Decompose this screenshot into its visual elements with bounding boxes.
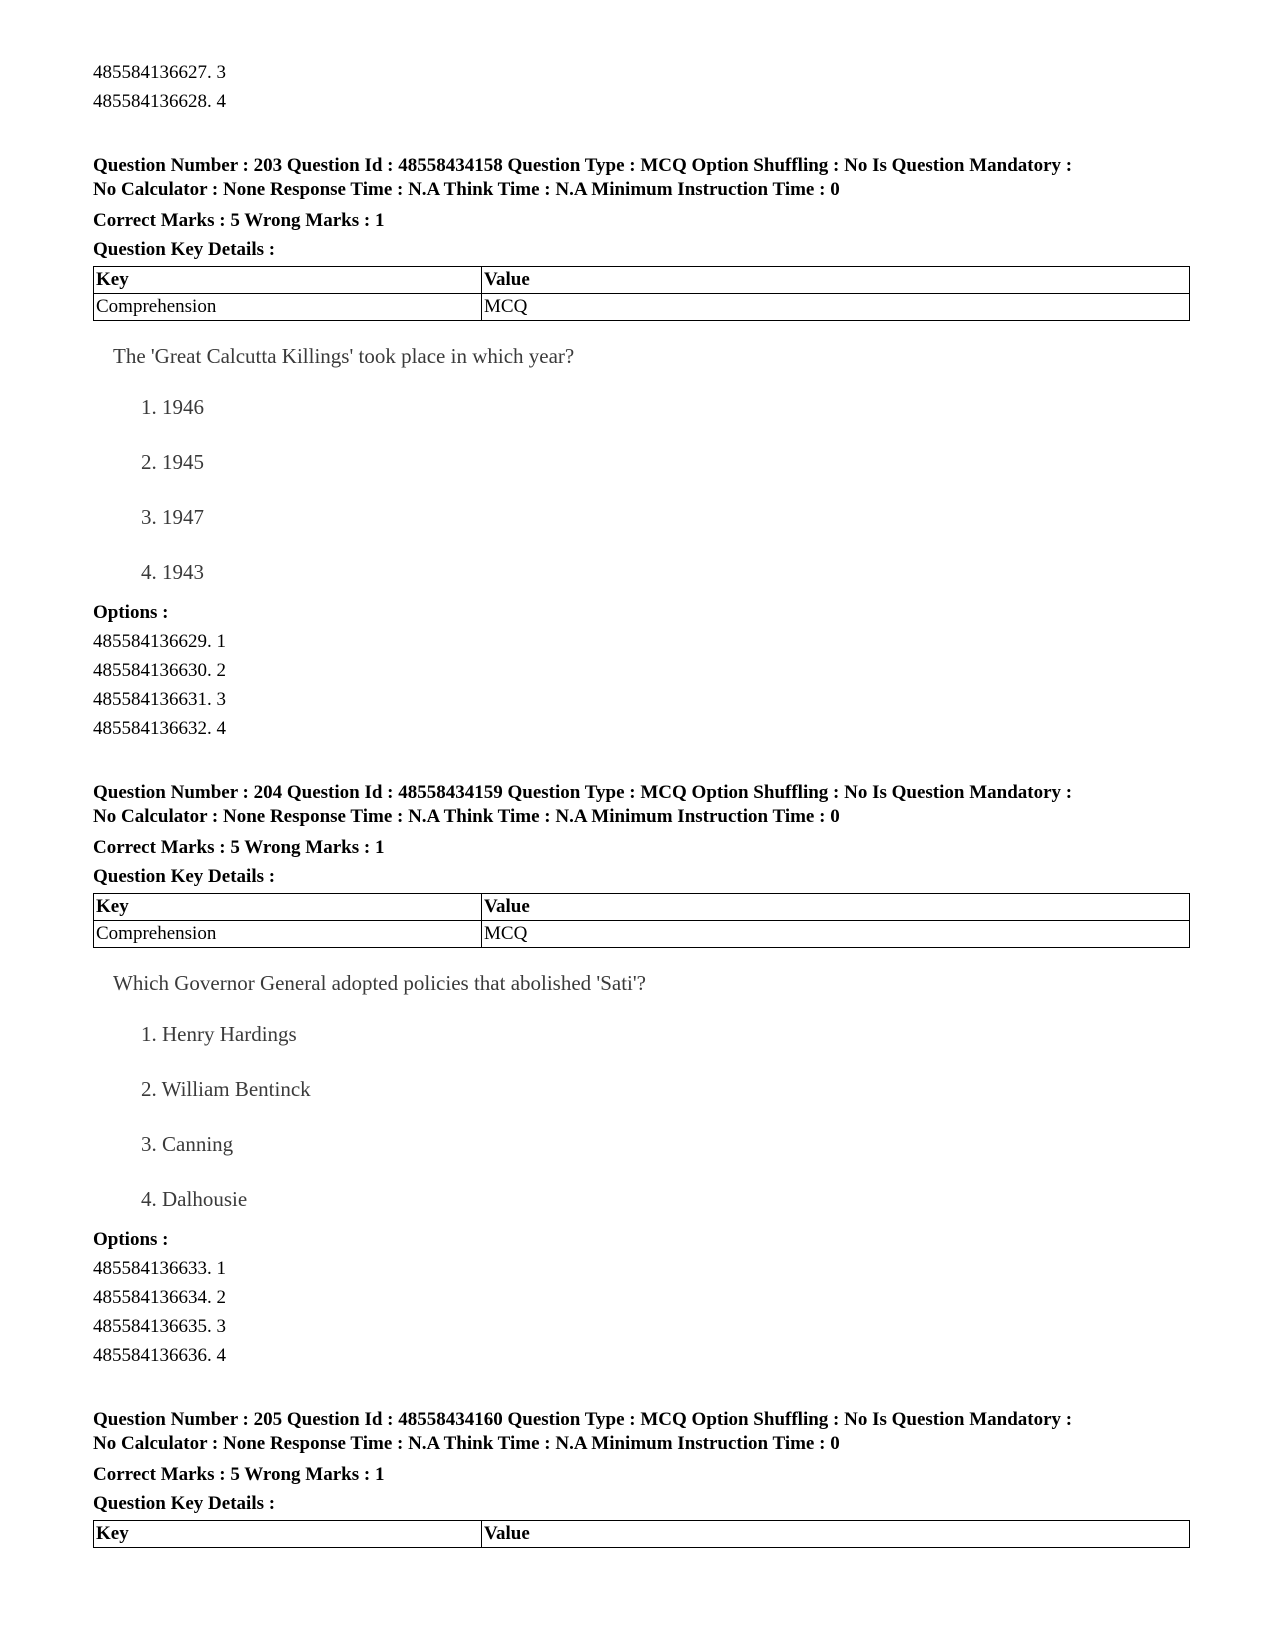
- question-header-line2: No Calculator : None Response Time : N.A Think Time : N.A Minimum Instruction Time : 0: [93, 179, 840, 200]
- option-line: 485584136636. 4: [93, 1345, 226, 1366]
- answer-choice: 3. 1947: [141, 505, 204, 529]
- question-block-203: [93, 154, 1190, 743]
- answer-choice: 1. Henry Hardings: [141, 1022, 297, 1046]
- question-text: Which Governor General adopted policies that abolished 'Sati'?: [113, 971, 646, 995]
- question-block-205: [93, 1408, 1190, 1548]
- table-header-key: Key: [94, 894, 482, 921]
- table-header-row: [94, 267, 1190, 294]
- answer-choice: 2. 1945: [141, 450, 204, 474]
- option-line: 485584136631. 3: [93, 689, 226, 710]
- table-cell-key: Comprehension: [94, 921, 482, 948]
- key-details-table: [93, 266, 1190, 321]
- question-header-line1: Question Number : 205 Question Id : 48558434160 Question Type : MCQ Option Shuffling : No Is Question Mandatory :: [93, 1409, 1073, 1430]
- option-line: 485584136633. 1: [93, 1258, 226, 1279]
- table-row: [94, 921, 1190, 948]
- option-line: 485584136630. 2: [93, 660, 226, 681]
- table-header-value: Value: [482, 1521, 1190, 1548]
- question-header-line1: Question Number : 204 Question Id : 48558434159 Question Type : MCQ Option Shuffling : No Is Question Mandatory :: [93, 782, 1073, 803]
- document-page: [93, 58, 1190, 1548]
- key-details-table: [93, 1520, 1190, 1548]
- table-cell-value: MCQ: [482, 294, 1190, 321]
- question-block-204: [93, 781, 1190, 1370]
- answer-choice: 4. Dalhousie: [141, 1187, 248, 1211]
- key-details-label: Question Key Details :: [93, 1493, 276, 1514]
- option-line: 485584136627. 3: [93, 62, 226, 83]
- table-header-key: Key: [94, 1521, 482, 1548]
- option-line: 485584136634. 2: [93, 1287, 226, 1308]
- question-marks: Correct Marks : 5 Wrong Marks : 1: [93, 1464, 385, 1485]
- answer-choice: 1. 1946: [141, 395, 204, 419]
- question-text: The 'Great Calcutta Killings' took place in which year?: [113, 344, 575, 368]
- table-header-key: Key: [94, 267, 482, 294]
- question-header-line1: Question Number : 203 Question Id : 48558434158 Question Type : MCQ Option Shuffling : No Is Question Mandatory :: [93, 155, 1073, 176]
- option-line: 485584136629. 1: [93, 631, 226, 652]
- table-cell-key: Comprehension: [94, 294, 482, 321]
- key-details-label: Question Key Details :: [93, 239, 276, 260]
- answer-choice: 2. William Bentinck: [141, 1077, 311, 1101]
- question-image: [93, 968, 1190, 1215]
- key-details-label: Question Key Details :: [93, 866, 276, 887]
- answer-choice: 3. Canning: [141, 1132, 234, 1156]
- question-header-line2: No Calculator : None Response Time : N.A Think Time : N.A Minimum Instruction Time : 0: [93, 1433, 840, 1454]
- question-marks: Correct Marks : 5 Wrong Marks : 1: [93, 837, 385, 858]
- question-header: [93, 781, 1190, 829]
- question-header: [93, 1408, 1190, 1456]
- table-cell-value: MCQ: [482, 921, 1190, 948]
- question-header: [93, 154, 1190, 202]
- question-marks: Correct Marks : 5 Wrong Marks : 1: [93, 210, 385, 231]
- key-details-table: [93, 893, 1190, 948]
- table-row: [94, 294, 1190, 321]
- table-header-value: Value: [482, 267, 1190, 294]
- table-header-row: [94, 1521, 1190, 1548]
- options-label: Options :: [93, 1229, 169, 1250]
- option-line: 485584136628. 4: [93, 91, 226, 112]
- question-header-line2: No Calculator : None Response Time : N.A Think Time : N.A Minimum Instruction Time : 0: [93, 806, 840, 827]
- table-header-row: [94, 894, 1190, 921]
- table-header-value: Value: [482, 894, 1190, 921]
- answer-choice: 4. 1943: [141, 560, 204, 584]
- options-label: Options :: [93, 602, 169, 623]
- option-line: 485584136632. 4: [93, 718, 226, 739]
- question-image: [93, 341, 1190, 588]
- option-line: 485584136635. 3: [93, 1316, 226, 1337]
